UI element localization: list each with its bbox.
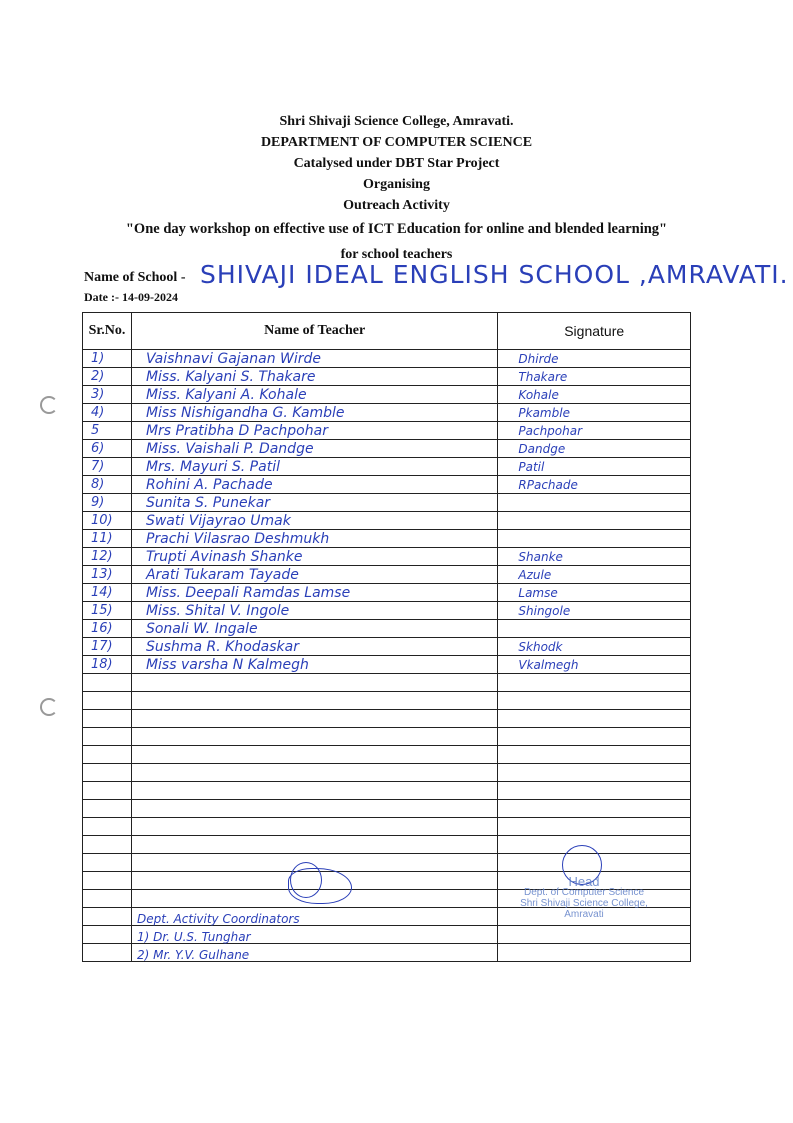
empty-row <box>83 800 691 818</box>
row-signature: Dandge <box>498 440 691 458</box>
school-label: Name of School - <box>84 270 186 285</box>
punch-hole-top <box>40 396 58 414</box>
empty-cell <box>83 710 132 728</box>
row-teacher-name: Trupti Avinash Shanke <box>131 548 497 566</box>
stamp-city: Amravati <box>564 909 604 920</box>
row-signature: Kohale <box>498 386 691 404</box>
empty-cell <box>131 692 497 710</box>
table-row <box>83 422 691 440</box>
row-teacher-name: Rohini A. Pachade <box>131 476 497 494</box>
row-signature: Skhodk <box>498 638 691 656</box>
empty-row <box>83 692 691 710</box>
table-row <box>83 404 691 422</box>
empty-cell <box>83 944 132 962</box>
empty-cell <box>83 674 132 692</box>
header-signature: Signature <box>498 313 691 350</box>
row-srno: 8) <box>83 476 132 494</box>
row-srno: 6) <box>83 440 132 458</box>
row-signature: Dhirde <box>498 350 691 368</box>
empty-row <box>83 818 691 836</box>
row-teacher-name: Prachi Vilasrao Deshmukh <box>131 530 497 548</box>
row-signature <box>498 494 691 512</box>
empty-cell <box>131 818 497 836</box>
row-signature <box>498 512 691 530</box>
row-teacher-name: Miss. Deepali Ramdas Lamse <box>131 584 497 602</box>
stamp-dept: Dept. of Computer Science <box>523 887 645 898</box>
row-srno: 7) <box>83 458 132 476</box>
table-row <box>83 584 691 602</box>
table-row <box>83 512 691 530</box>
row-signature: Shanke <box>498 548 691 566</box>
department-stamp <box>499 876 669 920</box>
row-srno: 17) <box>83 638 132 656</box>
row-teacher-name: Miss. Kalyani A. Kohale <box>131 386 497 404</box>
empty-cell <box>498 926 691 944</box>
empty-cell <box>83 782 132 800</box>
empty-cell <box>83 692 132 710</box>
empty-cell <box>498 800 691 818</box>
header-teacher-name: Name of Teacher <box>131 313 497 350</box>
empty-cell <box>131 800 497 818</box>
row-signature: Vkalmegh <box>498 656 691 674</box>
row-teacher-name: Sushma R. Khodaskar <box>131 638 497 656</box>
row-srno: 16) <box>83 620 132 638</box>
empty-cell <box>131 782 497 800</box>
empty-cell <box>83 926 132 944</box>
row-srno: 2) <box>83 368 132 386</box>
header-srno: Sr.No. <box>83 313 132 350</box>
row-teacher-name: Arati Tukaram Tayade <box>131 566 497 584</box>
row-teacher-name: Mrs. Mayuri S. Patil <box>131 458 497 476</box>
table-row <box>83 386 691 404</box>
row-srno: 1) <box>83 350 132 368</box>
table-row <box>83 638 691 656</box>
row-teacher-name: Swati Vijayrao Umak <box>131 512 497 530</box>
row-srno: 10) <box>83 512 132 530</box>
table-row <box>83 530 691 548</box>
row-srno: 14) <box>83 584 132 602</box>
table-row <box>83 494 691 512</box>
row-teacher-name: Mrs Pratibha D Pachpohar <box>131 422 497 440</box>
catalysed-line: Catalysed under DBT Star Project <box>293 156 500 171</box>
empty-cell <box>83 890 132 908</box>
stamp-head: Head <box>568 874 600 889</box>
punch-hole-bottom <box>40 698 58 716</box>
table-row <box>83 476 691 494</box>
empty-cell <box>498 944 691 962</box>
table-row <box>83 602 691 620</box>
empty-row <box>83 710 691 728</box>
organising-line: Organising <box>363 177 430 192</box>
coordinator-signature-2 <box>288 868 352 904</box>
table-row <box>83 656 691 674</box>
empty-cell <box>131 674 497 692</box>
empty-cell <box>498 818 691 836</box>
coordinators-title: Dept. Activity Coordinators <box>137 912 300 926</box>
table-header-row <box>83 313 691 350</box>
empty-cell <box>83 728 132 746</box>
empty-cell <box>498 692 691 710</box>
table-row <box>83 440 691 458</box>
empty-row <box>83 764 691 782</box>
row-srno: 4) <box>83 404 132 422</box>
row-teacher-name: Miss. Shital V. Ingole <box>131 602 497 620</box>
empty-cell <box>498 674 691 692</box>
empty-cell <box>83 764 132 782</box>
row-teacher-name: Sunita S. Punekar <box>131 494 497 512</box>
empty-row <box>83 746 691 764</box>
coordinator-1: 1) Dr. U.S. Tunghar <box>137 930 251 944</box>
row-teacher-name: Miss. Kalyani S. Thakare <box>131 368 497 386</box>
row-signature: Patil <box>498 458 691 476</box>
table-row <box>83 458 691 476</box>
row-signature <box>498 620 691 638</box>
row-srno: 18) <box>83 656 132 674</box>
row-teacher-name: Miss. Vaishali P. Dandge <box>131 440 497 458</box>
coordinator-2: 2) Mr. Y.V. Gulhane <box>137 948 250 962</box>
row-srno: 13) <box>83 566 132 584</box>
row-signature: RPachade <box>498 476 691 494</box>
row-signature: Thakare <box>498 368 691 386</box>
row-signature: Pkamble <box>498 404 691 422</box>
workshop-title: "One day workshop on effective use of ICT Education for online and blended learning" <box>125 221 668 237</box>
empty-cell <box>131 836 497 854</box>
table-row <box>83 566 691 584</box>
empty-cell <box>498 710 691 728</box>
row-teacher-name: Miss Nishigandha G. Kamble <box>131 404 497 422</box>
row-teacher-name: Sonali W. Ingale <box>131 620 497 638</box>
row-srno: 15) <box>83 602 132 620</box>
empty-cell <box>131 764 497 782</box>
empty-cell <box>83 836 132 854</box>
row-teacher-name: Miss varsha N Kalmegh <box>131 656 497 674</box>
empty-cell <box>83 854 132 872</box>
empty-cell <box>83 872 132 890</box>
row-signature: Azule <box>498 566 691 584</box>
row-srno: 11) <box>83 530 132 548</box>
row-signature <box>498 530 691 548</box>
row-signature: Pachpohar <box>498 422 691 440</box>
empty-row <box>83 782 691 800</box>
table-row <box>83 368 691 386</box>
empty-cell <box>131 746 497 764</box>
empty-cell <box>498 746 691 764</box>
row-srno: 3) <box>83 386 132 404</box>
row-srno: 12) <box>83 548 132 566</box>
table-row <box>83 620 691 638</box>
empty-cell <box>131 728 497 746</box>
empty-cell <box>131 710 497 728</box>
row-teacher-name: Vaishnavi Gajanan Wirde <box>131 350 497 368</box>
row-signature: Lamse <box>498 584 691 602</box>
empty-cell <box>498 728 691 746</box>
college-name: Shri Shivaji Science College, Amravati. <box>279 114 514 129</box>
table-row <box>83 548 691 566</box>
empty-cell <box>83 908 132 926</box>
empty-row <box>83 728 691 746</box>
empty-row <box>83 674 691 692</box>
empty-cell <box>83 818 132 836</box>
school-name-handwritten: SHIVAJI IDEAL ENGLISH SCHOOL ,AMRAVATI. <box>200 260 789 289</box>
empty-cell <box>83 746 132 764</box>
empty-cell <box>83 800 132 818</box>
empty-cell <box>498 764 691 782</box>
activity-line: Outreach Activity <box>343 198 450 213</box>
table-row <box>83 350 691 368</box>
stamp-college: Shri Shivaji Science College, <box>520 898 648 909</box>
audience-line: for school teachers <box>340 247 453 262</box>
date-label: Date :- 14-09-2024 <box>84 290 178 304</box>
row-signature: Shingole <box>498 602 691 620</box>
row-srno: 9) <box>83 494 132 512</box>
row-srno: 5 <box>83 422 132 440</box>
department-name: DEPARTMENT OF COMPUTER SCIENCE <box>260 135 533 150</box>
empty-row <box>83 836 691 854</box>
empty-cell <box>498 782 691 800</box>
